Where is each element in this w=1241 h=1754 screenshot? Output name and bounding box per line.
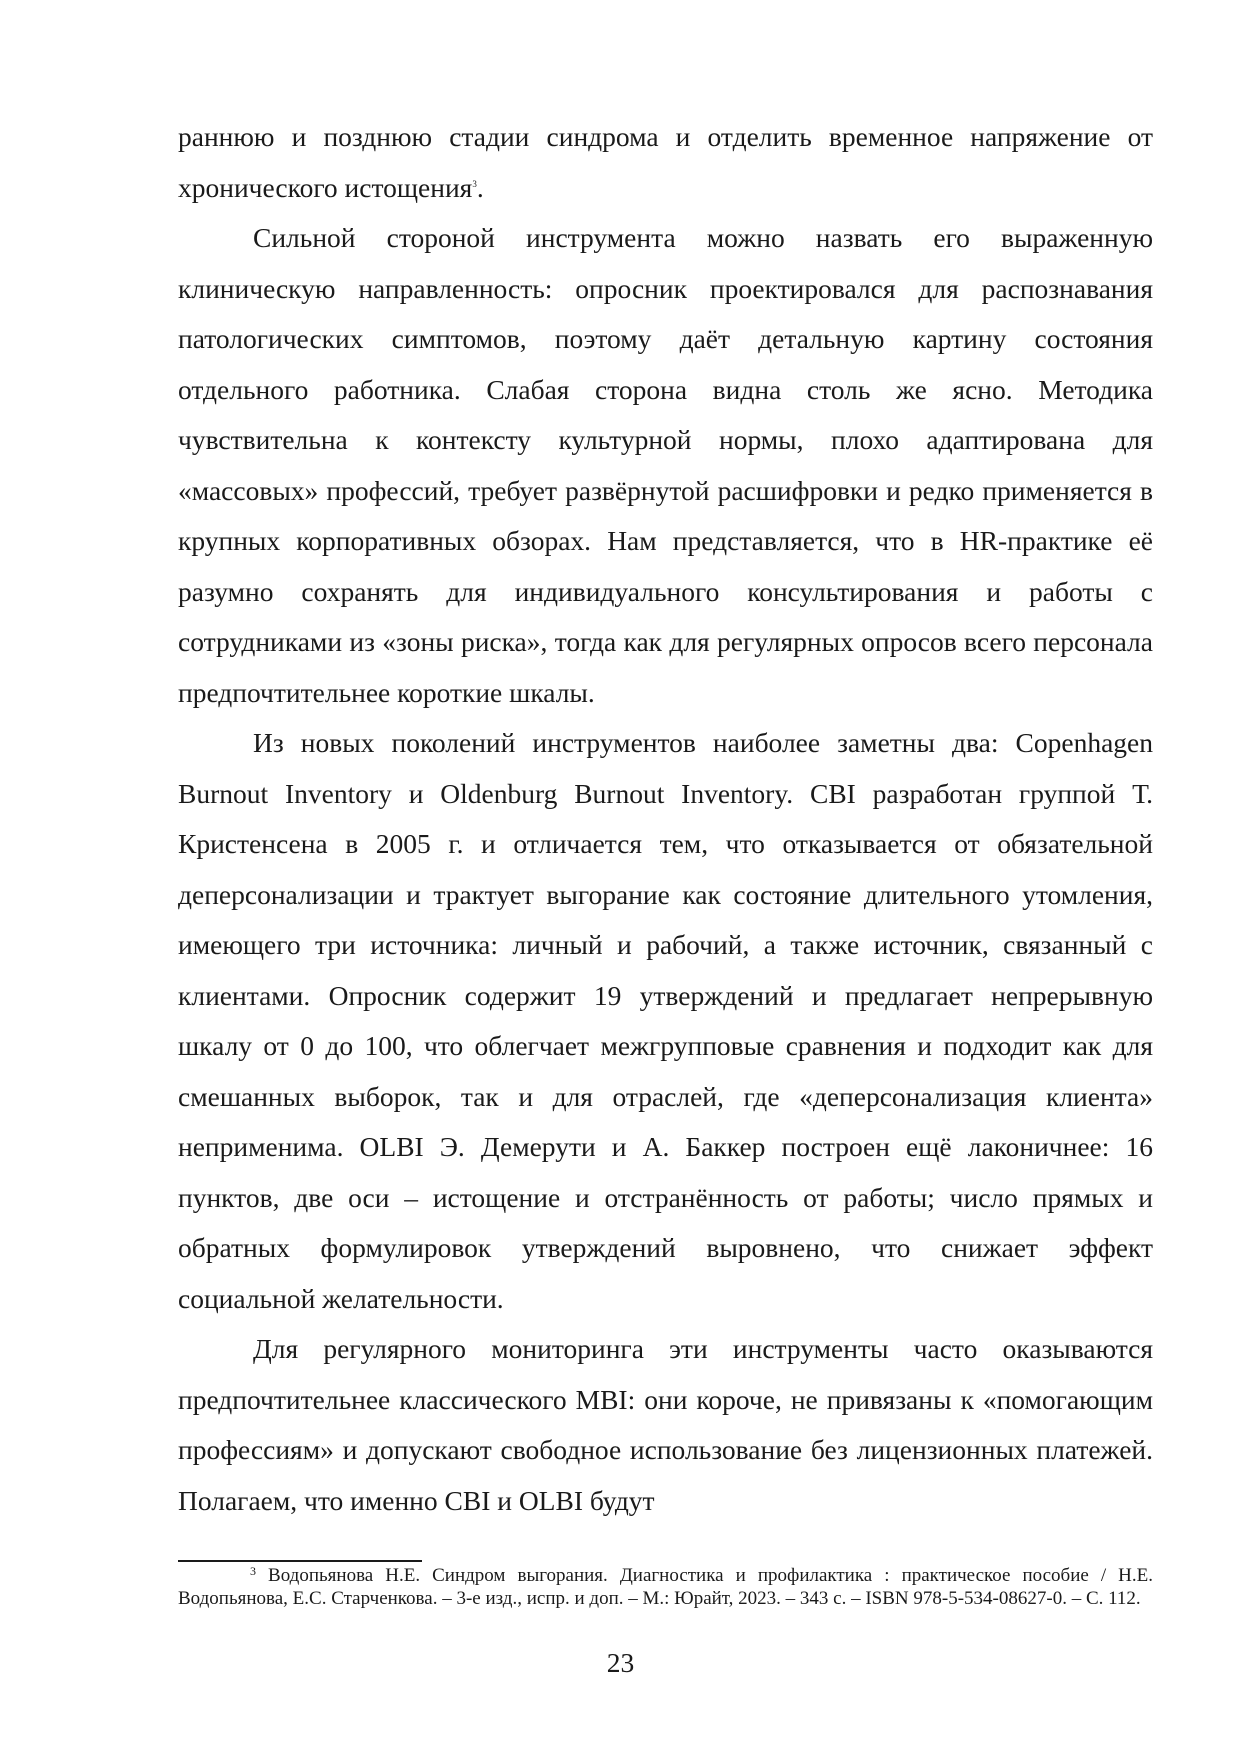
paragraph: Сильной стороной инструмента можно назвать его выраженную клиническую направленность: опросник проектировался для распознавания патологических симптомов, поэтому даёт детальную картину состояния отдельного работника. Слабая сторона видна столь же ясно. Методика чувствительна к контексту культурной нормы, плохо адаптирована для «массовых» профессий, требует развёрнутой расшифровки и редко применяется в крупных корпоративных обзорах. Нам представляется, что в HR-практике её разумно сохранять для индивидуального консультирования и работы с сотрудниками из «зоны риска», тогда как для регулярных опросов всего персонала предпочтительнее короткие шкалы. bbox=[178, 222, 1153, 708]
footnote-reference: 3 bbox=[472, 178, 477, 189]
paragraph-last: Для регулярного мониторинга эти инструменты часто оказываются предпочтительнее классического MBI: они короче, не привязаны к «помогающим профессиям» и допускают свободное использование без лицензионных платежей. Полагаем, что именно CBI и OLBI будут bbox=[178, 1333, 1153, 1516]
footnote bbox=[178, 1565, 1153, 1610]
page-number: 23 bbox=[606, 1647, 635, 1678]
paragraph-text: раннюю и позднюю стадии синдрома и отделить временное напряжение от хронического истощения bbox=[178, 121, 1153, 203]
paragraph-continued bbox=[178, 112, 1153, 213]
main-text bbox=[178, 112, 1153, 1526]
footnote-separator bbox=[178, 1560, 422, 1562]
paragraph: Из новых поколений инструментов наиболее заметны два: Copenhagen Burnout Inventory и Oldenburg Burnout Inventory. CBI разработан группой Т. Кристенсена в 2005 г. и отличается тем, что отказывается от обязательной деперсонализации и трактует выгорание как состояние длительного утомления, имеющего три источника: личный и рабочий, а также источник, связанный с клиентами. Опросник содержит 19 утверждений и предлагает непрерывную шкалу от 0 до 100, что облегчает межгрупповые сравнения и подходит как для смешанных выборок, так и для отраслей, где «деперсонализация клиента» неприменима. OLBI Э. Демерути и А. Баккер построен ещё лаконичнее: 16 пунктов, две оси – истощение и отстранённость от работы; число прямых и обратных формулировок утверждений выровнено, что снижает эффект социальной желательности. bbox=[178, 727, 1153, 1314]
footnote-number: 3 bbox=[250, 1564, 256, 1578]
footnote-text: Водопьянова Н.Е. Синдром выгорания. Диагностика и профилактика : практическое пособие / Н.Е. Водопьянова, Е.С. Старченкова. – 3-е изд., испр. и доп. – М.: Юрайт, 2023. – 343 с. – ISBN 978-5-534-08627-0. – С. 112. bbox=[178, 1565, 1153, 1609]
paragraph-end-punctuation: . bbox=[476, 171, 484, 203]
